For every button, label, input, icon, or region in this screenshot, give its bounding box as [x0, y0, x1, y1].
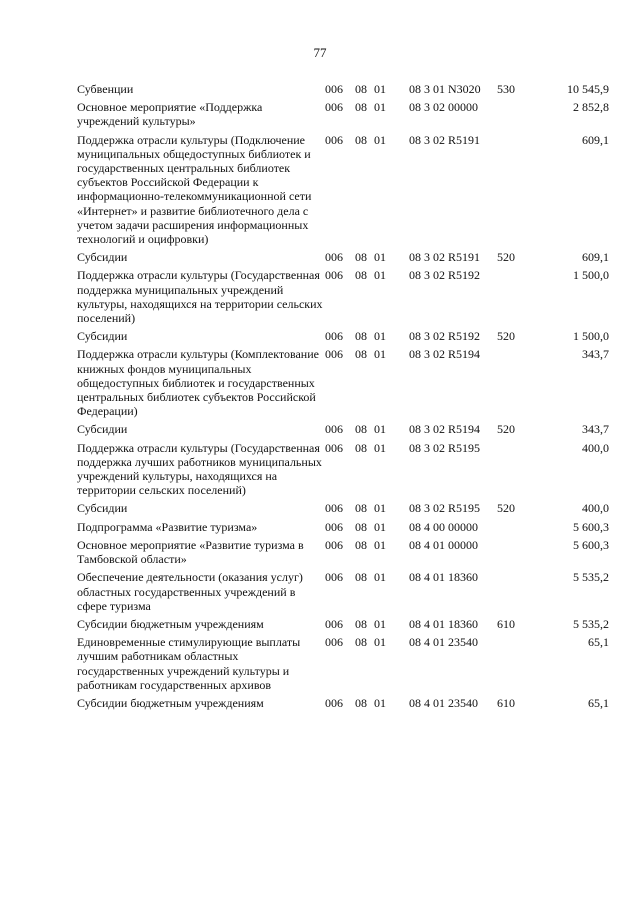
table-row	[77, 520, 609, 538]
amount-cell: 2 852,8	[573, 100, 609, 115]
target-article-cell: 08 4 01 00000	[409, 537, 478, 552]
target-article-cell: 08 3 02 R5191	[409, 250, 481, 265]
section-code-cell: 08	[355, 82, 367, 96]
item-name-cell: Поддержка отрасли культуры (Комплектование книжных фондов муниципальных общедоступных библиотек и государственных центральных библиотек субъектов Российской Федерации)	[77, 347, 319, 419]
section-code-cell: 08	[355, 616, 367, 631]
item-name-cell: Основное мероприятие «Поддержка учреждений культуры»	[77, 100, 263, 129]
ministry-code-cell: 006	[325, 347, 343, 362]
section-code-cell: 08	[355, 329, 367, 344]
subsection-code-cell: 01	[374, 616, 386, 631]
table-row	[77, 441, 609, 502]
expense-type-cell	[497, 133, 533, 251]
expense-type-cell: 520	[497, 329, 515, 344]
budget-table-body	[77, 82, 609, 714]
subsection-code-cell: 01	[374, 519, 386, 534]
target-article-cell: 08 4 00 00000	[409, 519, 478, 534]
subsection-code-cell: 01	[374, 422, 386, 437]
section-code-cell: 08	[355, 347, 367, 362]
item-name-cell: Субсидии	[77, 250, 128, 265]
expense-type-cell: 520	[497, 501, 515, 516]
table-row	[77, 329, 609, 347]
target-article-cell: 08 3 02 R5194	[409, 347, 481, 362]
section-code-cell: 08	[355, 519, 367, 534]
ministry-code-cell: 006	[325, 132, 343, 147]
table-row	[77, 696, 609, 714]
item-name-cell: Единовременные стимулирующие выплаты лучшим работникам областных государственных учреждений культуры и работникам государственных архивов	[77, 635, 301, 692]
item-name-cell: Подпрограмма «Развитие туризма»	[77, 519, 258, 534]
table-row	[77, 82, 609, 100]
ministry-code-cell: 006	[325, 501, 343, 516]
subsection-code-cell: 01	[374, 440, 386, 455]
section-code-cell: 08	[355, 537, 367, 552]
ministry-code-cell: 006	[325, 100, 343, 115]
expense-type-cell: 530	[497, 82, 515, 96]
amount-cell: 5 600,3	[573, 537, 609, 552]
item-name-cell: Субсидии	[77, 422, 128, 437]
table-row	[77, 100, 609, 132]
item-name-cell: Субсидии	[77, 501, 128, 516]
amount-cell: 1 500,0	[573, 329, 609, 344]
section-code-cell: 08	[355, 695, 367, 710]
target-article-cell: 08 3 02 R5195	[409, 501, 481, 516]
amount-cell: 343,7	[582, 347, 609, 362]
section-code-cell: 08	[355, 635, 367, 650]
ministry-code-cell: 006	[325, 82, 343, 96]
ministry-code-cell: 006	[325, 329, 343, 344]
subsection-code-cell: 01	[374, 570, 386, 585]
subsection-code-cell: 01	[374, 250, 386, 265]
expense-type-cell	[497, 441, 533, 502]
expense-type-cell	[497, 635, 533, 696]
target-article-cell: 08 3 02 R5192	[409, 329, 481, 344]
target-article-cell: 08 4 01 23540	[409, 695, 478, 710]
item-name-cell: Субсидии бюджетным учреждениям	[77, 616, 264, 631]
subsection-code-cell: 01	[374, 82, 386, 96]
section-code-cell: 08	[355, 570, 367, 585]
ministry-code-cell: 006	[325, 616, 343, 631]
table-row	[77, 570, 609, 617]
expense-type-cell	[497, 100, 533, 132]
expense-type-cell	[497, 538, 533, 570]
expense-type-cell	[497, 268, 533, 329]
ministry-code-cell: 006	[325, 250, 343, 265]
item-name-cell: Поддержка отрасли культуры (Подключение муниципальных общедоступных библиотек и государственных центральных библиотек субъектов Российской Федерации к информационно-телекоммуникационной сети «Интернет» и развитие библиотечного дела с учетом задачи расширения информационных технологий и оцифровки)	[77, 132, 312, 247]
table-row	[77, 347, 609, 422]
table-row	[77, 250, 609, 268]
section-code-cell: 08	[355, 440, 367, 455]
amount-cell: 5 535,2	[573, 616, 609, 631]
target-article-cell: 08 4 01 18360	[409, 616, 478, 631]
table-row	[77, 635, 609, 696]
amount-cell: 65,1	[588, 635, 609, 650]
section-code-cell: 08	[355, 250, 367, 265]
item-name-cell: Поддержка отрасли культуры (Государственная поддержка муниципальных учреждений культуры, находящихся на территории сельских поселений)	[77, 268, 323, 326]
expense-type-cell: 520	[497, 422, 515, 437]
subsection-code-cell: 01	[374, 635, 386, 650]
table-row	[77, 268, 609, 329]
expense-type-cell: 610	[497, 616, 515, 631]
subsection-code-cell: 01	[374, 268, 386, 283]
item-name-cell: Субсидии	[77, 329, 128, 344]
amount-cell: 5 600,3	[573, 519, 609, 534]
table-row	[77, 538, 609, 570]
subsection-code-cell: 01	[374, 501, 386, 516]
table-row	[77, 133, 609, 251]
amount-cell: 5 535,2	[573, 570, 609, 585]
table-row	[77, 501, 609, 519]
target-article-cell: 08 4 01 23540	[409, 635, 478, 650]
target-article-cell: 08 3 02 00000	[409, 100, 478, 115]
target-article-cell: 08 3 02 R5195	[409, 440, 481, 455]
expense-type-cell	[497, 570, 533, 617]
item-name-cell: Основное мероприятие «Развитие туризма в Тамбовской области»	[77, 537, 304, 567]
item-name-cell: Субсидии бюджетным учреждениям	[77, 695, 264, 710]
ministry-code-cell: 006	[325, 440, 343, 455]
amount-cell: 10 545,9	[567, 82, 609, 96]
subsection-code-cell: 01	[374, 132, 386, 147]
section-code-cell: 08	[355, 132, 367, 147]
amount-cell: 400,0	[582, 501, 609, 516]
section-code-cell: 08	[355, 422, 367, 437]
amount-cell: 400,0	[582, 440, 609, 455]
subsection-code-cell: 01	[374, 537, 386, 552]
subsection-code-cell: 01	[374, 347, 386, 362]
budget-table	[77, 82, 609, 714]
target-article-cell: 08 3 01 N3020	[409, 82, 481, 96]
ministry-code-cell: 006	[325, 537, 343, 552]
expense-type-cell: 610	[497, 695, 515, 710]
subsection-code-cell: 01	[374, 329, 386, 344]
amount-cell: 1 500,0	[573, 268, 609, 283]
page-number: 77	[313, 45, 327, 60]
ministry-code-cell: 006	[325, 695, 343, 710]
target-article-cell: 08 3 02 R5194	[409, 422, 481, 437]
section-code-cell: 08	[355, 268, 367, 283]
target-article-cell: 08 3 02 R5192	[409, 268, 481, 283]
amount-cell: 609,1	[582, 132, 609, 147]
expense-type-cell	[497, 520, 533, 538]
ministry-code-cell: 006	[325, 519, 343, 534]
section-code-cell: 08	[355, 100, 367, 115]
expense-type-cell	[497, 347, 533, 422]
item-name-cell: Поддержка отрасли культуры (Государственная поддержка лучших работников муниципальных учреждений культуры, находящихся на территории сельских поселений)	[77, 440, 322, 498]
ministry-code-cell: 006	[325, 268, 343, 283]
ministry-code-cell: 006	[325, 422, 343, 437]
table-row	[77, 422, 609, 440]
amount-cell: 343,7	[582, 422, 609, 437]
subsection-code-cell: 01	[374, 100, 386, 115]
table-row	[77, 617, 609, 635]
item-name-cell: Обеспечение деятельности (оказания услуг) областных государственных учреждений в сфере туризма	[77, 570, 303, 613]
item-name-cell: Субвенции	[77, 82, 134, 96]
section-code-cell: 08	[355, 501, 367, 516]
amount-cell: 609,1	[582, 250, 609, 265]
amount-cell: 65,1	[588, 695, 609, 710]
ministry-code-cell: 006	[325, 570, 343, 585]
expense-type-cell: 520	[497, 250, 515, 265]
subsection-code-cell: 01	[374, 695, 386, 710]
target-article-cell: 08 3 02 R5191	[409, 132, 481, 147]
target-article-cell: 08 4 01 18360	[409, 570, 478, 585]
ministry-code-cell: 006	[325, 635, 343, 650]
